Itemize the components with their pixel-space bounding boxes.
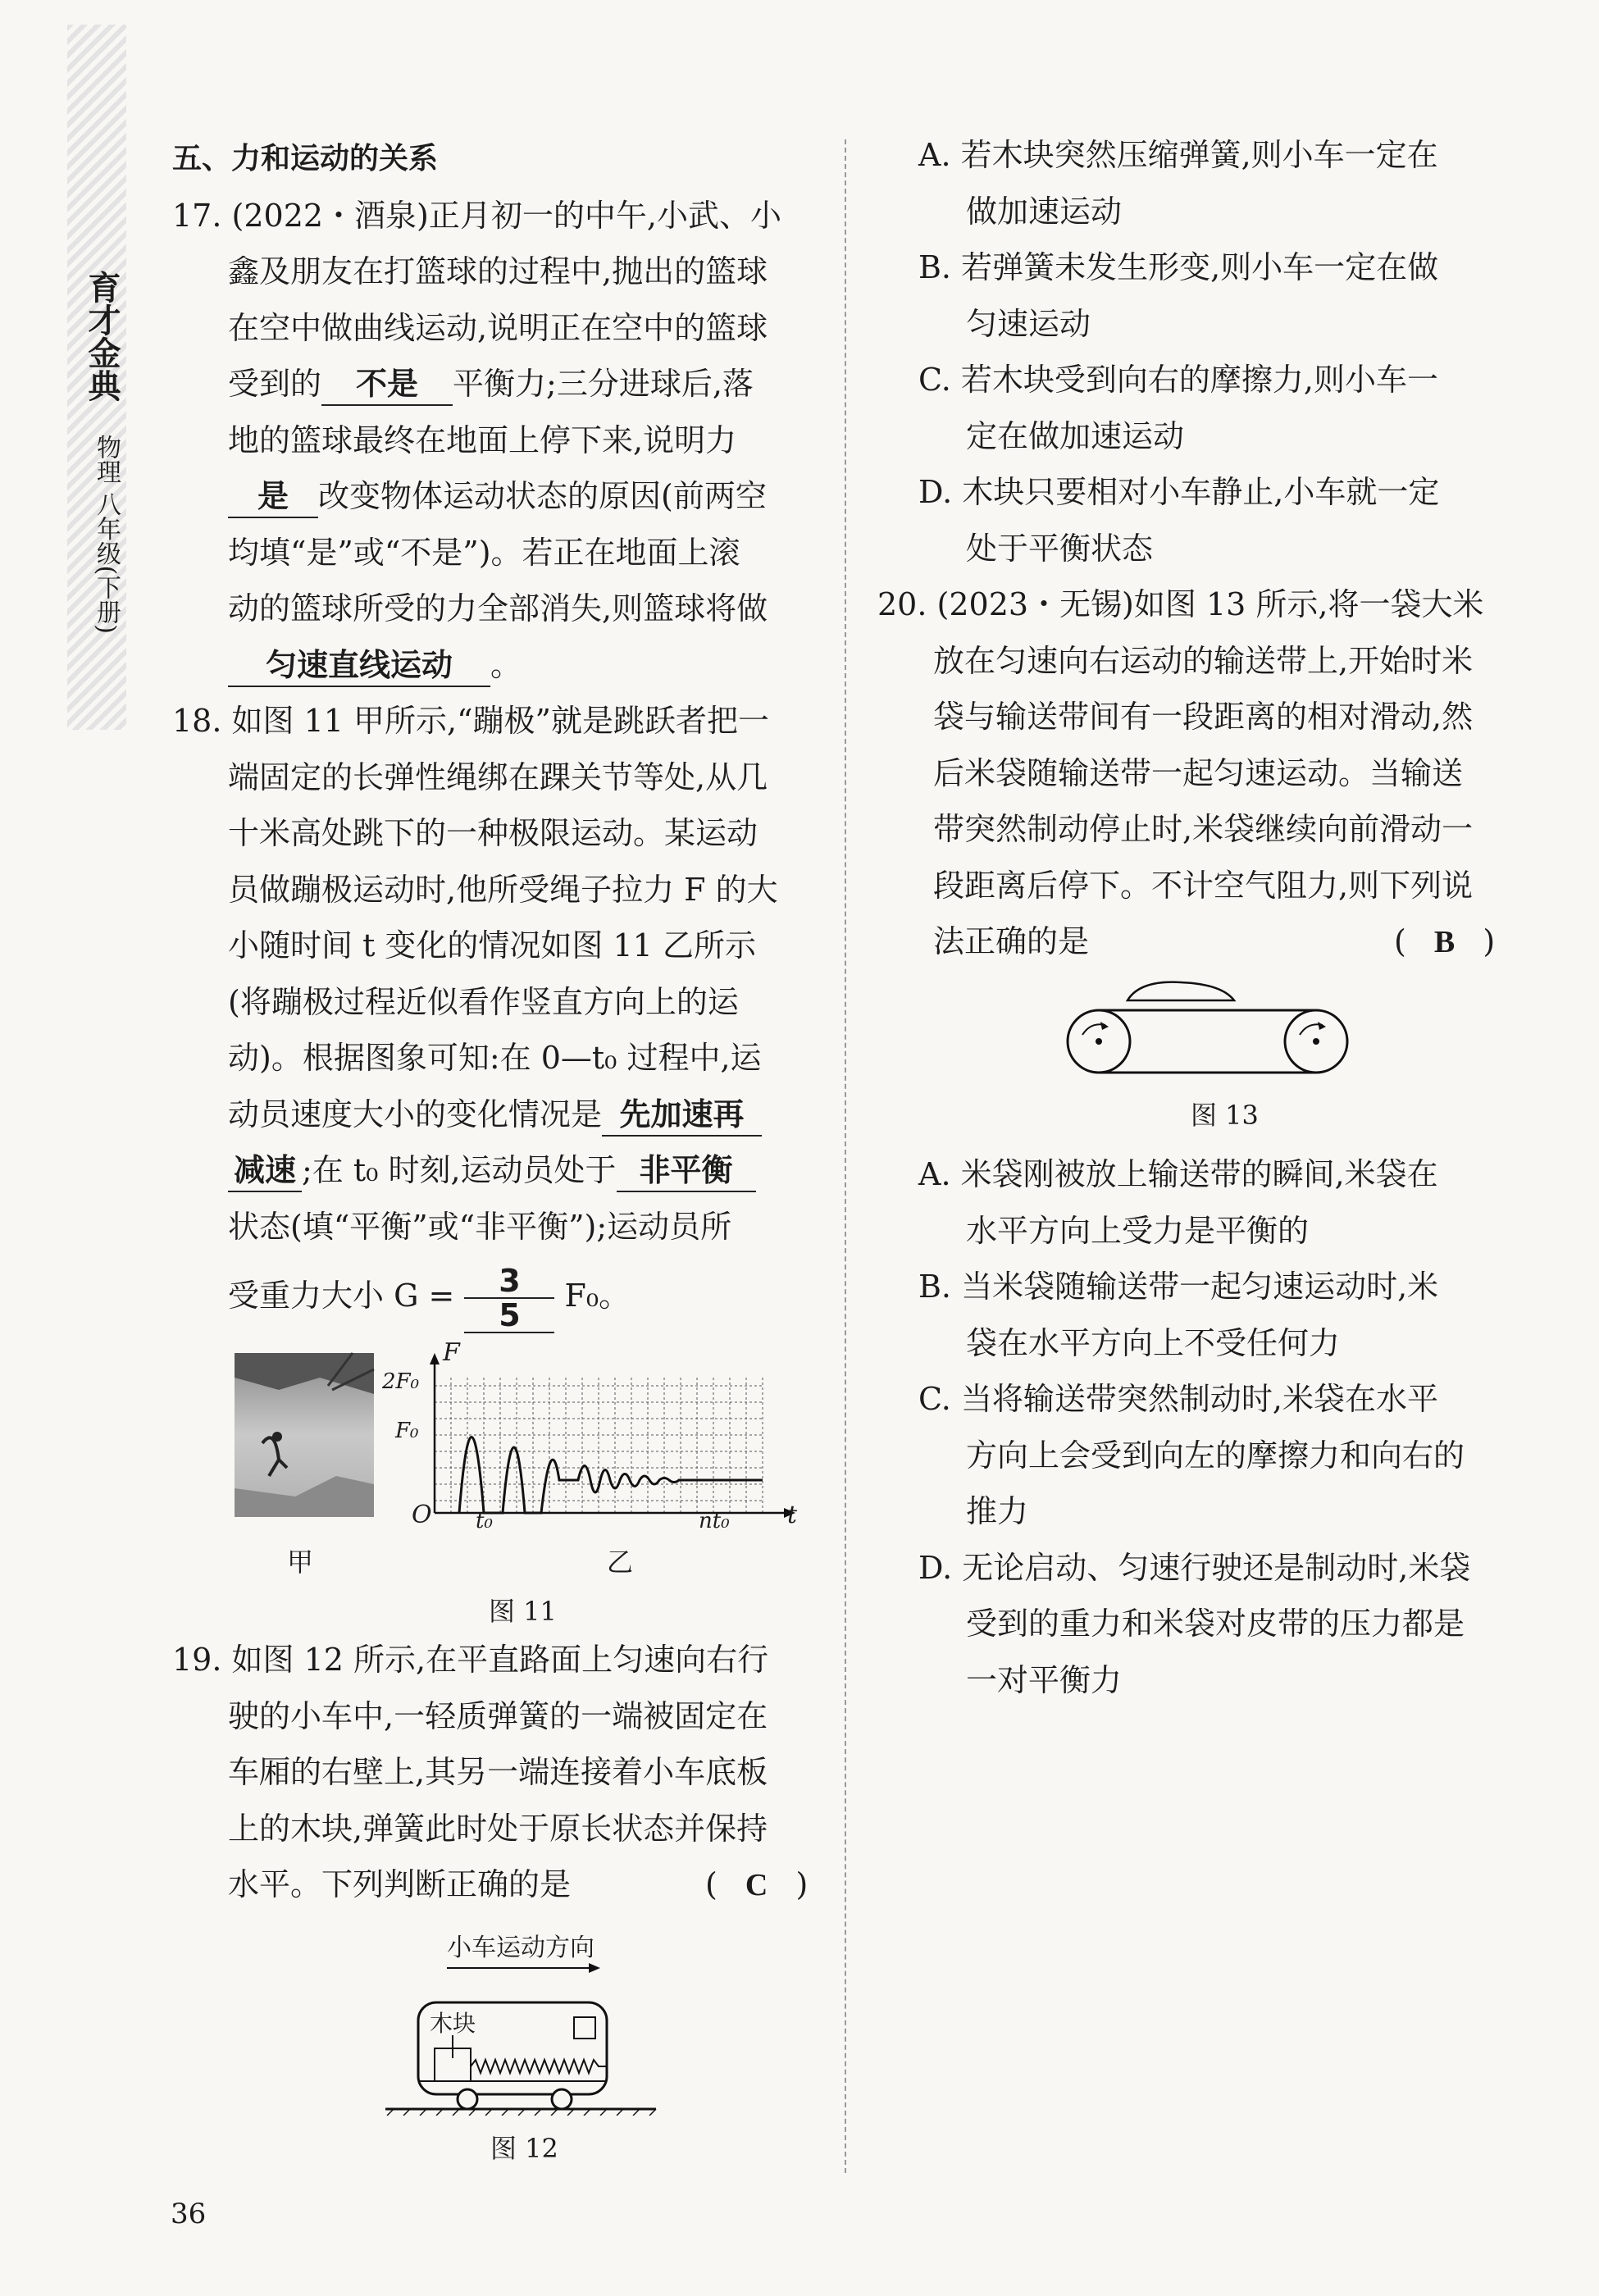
q19-option-c-cont: 定在做加速运动 bbox=[966, 417, 1185, 454]
q18-line bbox=[172, 1086, 812, 1143]
q19-line: 驶的小车中,一轻质弹簧的一端被固定在 bbox=[228, 1697, 768, 1734]
q17-line: 鑫及朋友在打篮球的过程中,抛出的篮球 bbox=[228, 253, 768, 289]
block-label: 木块 bbox=[430, 2010, 476, 2037]
direction-label: 小车运动方向 bbox=[447, 1934, 594, 1962]
q18-text: 受重力大小 G = bbox=[228, 1278, 455, 1314]
q18-line: 员做蹦极运动时,他所受绳子拉力 F 的大 bbox=[228, 871, 778, 908]
q20-text: 法正确的是 bbox=[933, 923, 1090, 959]
question-17 bbox=[172, 188, 812, 694]
q18-text: F₀。 bbox=[564, 1278, 631, 1314]
q18-answer-3-fraction bbox=[464, 1264, 554, 1333]
q18-answer-1a: 先加速再 bbox=[602, 1094, 762, 1137]
q20-answer: B bbox=[1433, 925, 1456, 959]
q18-line: 18. 如图 11 甲所示,“蹦极”就是跳跃者把一 bbox=[172, 703, 769, 739]
question-18 bbox=[172, 693, 812, 1337]
q19-option-b-cont: 匀速运动 bbox=[966, 305, 1091, 342]
q20-option-d-cont: 受到的重力和米袋对皮带的压力都是 bbox=[966, 1606, 1465, 1642]
q18-text: ;在 t₀ 时刻,运动员处于 bbox=[302, 1152, 617, 1188]
figure-12 bbox=[377, 1927, 672, 2116]
q17-line bbox=[172, 468, 812, 525]
page-number: 36 bbox=[171, 2198, 207, 2230]
q19-line: 上的木块,弹簧此时处于原长状态并保持 bbox=[228, 1810, 768, 1847]
q20-option-d: D. 无论启动、匀速行驶还是制动时,米袋 bbox=[918, 1549, 1471, 1586]
q18-line bbox=[172, 1142, 812, 1199]
figure-jia-label: 甲 bbox=[287, 1547, 314, 1578]
q20-option-a: A. 米袋刚被放上输送带的瞬间,米袋在 bbox=[918, 1156, 1438, 1192]
q20-options bbox=[877, 1146, 1517, 1708]
q19-answer: C bbox=[745, 1868, 768, 1902]
q19-option-c: C. 若木块受到向右的摩擦力,则小车一 bbox=[918, 362, 1438, 398]
q19-line bbox=[172, 1856, 812, 1913]
q17-line: 17. (2022・酒泉)正月初一的中午,小武、小 bbox=[172, 197, 781, 234]
cart-diagram bbox=[377, 1927, 672, 2116]
q18-text: 动员速度大小的变化情况是 bbox=[228, 1096, 603, 1132]
figure-11-caption: 图 11 bbox=[489, 1596, 557, 1627]
bracket-close: ) bbox=[1483, 923, 1496, 959]
q20-option-c: C. 当将输送带突然制动时,米袋在水平 bbox=[918, 1381, 1438, 1417]
q20-line: 放在匀速向右运动的输送带上,开始时米 bbox=[933, 642, 1474, 679]
q20-option-a-cont: 水平方向上受力是平衡的 bbox=[966, 1212, 1310, 1249]
column-divider bbox=[845, 139, 846, 2173]
q17-answer-1: 不是 bbox=[321, 363, 453, 406]
graph-x-tick-nt0: nt₀ bbox=[699, 1509, 730, 1533]
fraction-numerator: 3 bbox=[464, 1264, 554, 1299]
q17-text: 改变物体运动状态的原因(前两空 bbox=[318, 478, 767, 514]
q20-line: 段距离后停下。不计空气阻力,则下列说 bbox=[933, 867, 1474, 904]
q17-text: 受到的 bbox=[228, 366, 322, 402]
q17-answer-3: 匀速直线运动 bbox=[228, 645, 490, 687]
q20-option-c-cont: 方向上会受到向左的摩擦力和向右的 bbox=[966, 1437, 1465, 1474]
q19-option-b: B. 若弹簧未发生形变,则小车一定在做 bbox=[918, 249, 1439, 285]
q18-line: 端固定的长弹性绳绑在踝关节等处,从几 bbox=[228, 758, 768, 795]
q19-text: 水平。下列判断正确的是 bbox=[228, 1866, 572, 1902]
q19-line: 车厢的右壁上,其另一端连接着小车底板 bbox=[228, 1754, 768, 1790]
figure-13-caption: 图 13 bbox=[1191, 1100, 1259, 1131]
fraction-denominator: 5 bbox=[464, 1299, 554, 1333]
book-title: 育才金典 bbox=[83, 271, 121, 402]
bracket-open: ( bbox=[705, 1866, 718, 1902]
graph-x-axis-label: t bbox=[787, 1501, 798, 1529]
q17-line: 在空中做曲线运动,说明正在空中的篮球 bbox=[228, 309, 768, 346]
q18-line: 状态(填“平衡”或“非平衡”);运动员所 bbox=[228, 1208, 732, 1245]
q17-line: 地的篮球最终在地面上停下来,说明力 bbox=[228, 421, 737, 458]
q18-line bbox=[172, 1255, 812, 1337]
figure-yi-label: 乙 bbox=[607, 1547, 634, 1578]
force-time-graph bbox=[230, 1345, 820, 1615]
bracket-close: ) bbox=[795, 1866, 809, 1902]
q19-option-d-cont: 处于平衡状态 bbox=[966, 530, 1154, 567]
q20-answer-bracket bbox=[1394, 913, 1495, 971]
q19-options bbox=[877, 127, 1517, 576]
q20-line: 20. (2023・无锡)如图 13 所示,将一袋大米 bbox=[877, 586, 1484, 622]
q18-answer-2: 非平衡 bbox=[617, 1150, 756, 1192]
q20-line bbox=[877, 913, 1517, 970]
q19-line: 19. 如图 12 所示,在平直路面上匀速向右行 bbox=[172, 1642, 769, 1678]
question-19 bbox=[172, 1632, 812, 1913]
book-subtitle: 物理 八年级(下册) bbox=[92, 435, 121, 634]
q20-option-d-cont: 一对平衡力 bbox=[966, 1661, 1123, 1698]
q19-option-a-cont: 做加速运动 bbox=[966, 193, 1123, 230]
q18-line: 十米高处跳下的一种极限运动。某运动 bbox=[228, 815, 758, 851]
q17-text: 。 bbox=[490, 646, 522, 683]
q20-option-b: B. 当米袋随输送带一起匀速运动时,米 bbox=[918, 1269, 1439, 1305]
q20-line: 袋与输送带间有一段距离的相对滑动,然 bbox=[933, 699, 1474, 735]
figure-13-conveyor bbox=[1058, 976, 1369, 1082]
graph-y-axis-label: F bbox=[443, 1338, 460, 1367]
q17-line bbox=[172, 356, 812, 412]
figure-11 bbox=[230, 1338, 820, 1615]
graph-y-tick-2f0: 2F₀ bbox=[382, 1369, 420, 1394]
question-20 bbox=[877, 576, 1517, 970]
left-column bbox=[172, 131, 812, 1337]
figure-12-caption: 图 12 bbox=[490, 2133, 558, 2164]
q17-line bbox=[172, 637, 812, 694]
q20-line: 带突然制动停止时,米袋继续向前滑动一 bbox=[933, 811, 1474, 847]
section-heading: 五、力和运动的关系 bbox=[172, 142, 439, 175]
q17-text: 平衡力;三分进球后,落 bbox=[453, 366, 754, 402]
graph-x-tick-t0: t₀ bbox=[476, 1509, 493, 1533]
q18-line: (将蹦极过程近似看作竖直方向上的运 bbox=[228, 983, 739, 1020]
graph-y-tick-f0: F₀ bbox=[395, 1419, 419, 1443]
q18-answer-1b: 减速 bbox=[228, 1150, 302, 1192]
right-column bbox=[877, 127, 1517, 970]
q18-line: 小随时间 t 变化的情况如图 11 乙所示 bbox=[228, 927, 756, 963]
q17-line: 动的篮球所受的力全部消失,则篮球将做 bbox=[228, 590, 768, 626]
q20-line: 后米袋随输送带一起匀速运动。当输送 bbox=[933, 754, 1464, 791]
q19-option-d: D. 木块只要相对小车静止,小车就一定 bbox=[918, 474, 1440, 510]
graph-origin-label: O bbox=[412, 1501, 432, 1529]
q17-answer-2: 是 bbox=[228, 476, 318, 518]
q20-option-c-cont: 推力 bbox=[966, 1493, 1029, 1529]
q19-answer-bracket bbox=[705, 1856, 808, 1914]
q19-option-a: A. 若木块突然压缩弹簧,则小车一定在 bbox=[918, 137, 1438, 173]
q20-option-b-cont: 袋在水平方向上不受任何力 bbox=[966, 1324, 1341, 1361]
bracket-open: ( bbox=[1394, 923, 1406, 959]
q17-line: 均填“是”或“不是”)。若正在地面上滚 bbox=[228, 534, 740, 571]
q18-line: 动)。根据图象可知:在 0—t₀ 过程中,运 bbox=[228, 1040, 762, 1076]
